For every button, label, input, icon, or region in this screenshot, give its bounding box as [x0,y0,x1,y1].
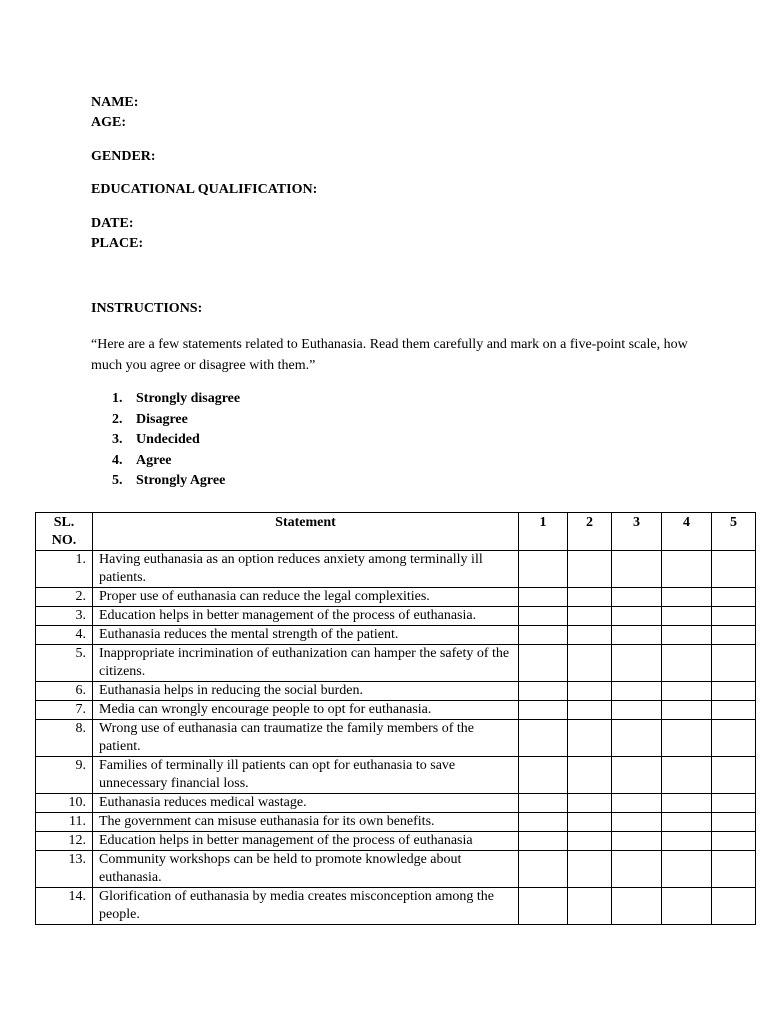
table-row [36,701,756,720]
rating-cell-3[interactable] [612,607,662,626]
rating-cell-1[interactable] [519,832,568,851]
scale-item-label: Strongly disagree [136,391,241,406]
table-row [36,551,756,588]
header-rating-1: 1 [519,513,568,551]
row-sl-no: 13. [36,851,93,888]
rating-cell-3[interactable] [612,701,662,720]
rating-cell-1[interactable] [519,551,568,588]
rating-cell-5[interactable] [712,888,756,925]
rating-cell-4[interactable] [662,626,712,645]
instructions-text: “Here are a few statements related to Euthanasia. Read them carefully and mark on a five-point scale, how much you agree or disagree with them.” [91,337,688,373]
rating-cell-2[interactable] [568,813,612,832]
rating-cell-5[interactable] [712,551,756,588]
table-header-row [36,513,756,551]
rating-cell-5[interactable] [712,645,756,682]
rating-cell-4[interactable] [662,757,712,794]
table-row [36,720,756,757]
rating-cell-2[interactable] [568,794,612,813]
rating-cell-5[interactable] [712,607,756,626]
rating-cell-3[interactable] [612,720,662,757]
row-statement: Education helps in better management of the process of euthanasia. [93,607,519,626]
row-sl-no: 2. [36,588,93,607]
header-rating-4: 4 [662,513,712,551]
rating-cell-5[interactable] [712,588,756,607]
row-statement: Having euthanasia as an option reduces anxiety among terminally ill patients. [93,551,519,588]
scale-item-number: 1. [112,391,123,406]
header-statement: Statement [93,513,519,551]
rating-cell-1[interactable] [519,720,568,757]
scale-item-label: Strongly Agree [136,473,226,488]
row-sl-no: 1. [36,551,93,588]
rating-cell-5[interactable] [712,832,756,851]
table-row [36,888,756,925]
rating-cell-3[interactable] [612,794,662,813]
scale-item-number: 2. [112,411,123,427]
rating-cell-1[interactable] [519,851,568,888]
scale-item [112,410,240,431]
rating-cell-4[interactable] [662,720,712,757]
row-statement: Education helps in better management of the process of euthanasia [93,832,519,851]
instructions-title: INSTRUCTIONS: [91,301,203,316]
row-sl-no: 9. [36,757,93,794]
row-statement: Media can wrongly encourage people to opt for euthanasia. [93,701,519,720]
rating-cell-2[interactable] [568,701,612,720]
table-row [36,682,756,701]
rating-cell-2[interactable] [568,888,612,925]
rating-cell-1[interactable] [519,607,568,626]
scale-item [112,389,240,410]
table-row [36,626,756,645]
row-statement: Wrong use of euthanasia can traumatize the family members of the patient. [93,720,519,757]
rating-scale-list [112,389,240,492]
rating-cell-4[interactable] [662,682,712,701]
rating-cell-4[interactable] [662,588,712,607]
rating-cell-1[interactable] [519,645,568,682]
rating-cell-3[interactable] [612,851,662,888]
date-label: DATE: [91,216,134,231]
rating-cell-5[interactable] [712,701,756,720]
name-label: NAME: [91,95,139,110]
rating-cell-2[interactable] [568,607,612,626]
row-statement: Euthanasia reduces medical wastage. [93,794,519,813]
rating-cell-1[interactable] [519,813,568,832]
rating-cell-4[interactable] [662,813,712,832]
header-rating-2: 2 [568,513,612,551]
survey-table [35,512,756,925]
row-statement: Glorification of euthanasia by media creates misconception among the people. [93,888,519,925]
rating-cell-5[interactable] [712,626,756,645]
rating-cell-4[interactable] [662,851,712,888]
row-sl-no: 4. [36,626,93,645]
header-rating-5: 5 [712,513,756,551]
rating-cell-4[interactable] [662,701,712,720]
rating-cell-1[interactable] [519,757,568,794]
table-row [36,588,756,607]
rating-cell-5[interactable] [712,757,756,794]
rating-cell-5[interactable] [712,794,756,813]
row-sl-no: 12. [36,832,93,851]
rating-cell-2[interactable] [568,682,612,701]
rating-cell-2[interactable] [568,551,612,588]
rating-cell-1[interactable] [519,626,568,645]
rating-cell-4[interactable] [662,794,712,813]
scale-item-number: 5. [112,473,123,488]
rating-cell-5[interactable] [712,720,756,757]
rating-cell-1[interactable] [519,701,568,720]
rating-cell-3[interactable] [612,551,662,588]
scale-item-number: 4. [112,452,123,468]
rating-cell-2[interactable] [568,851,612,888]
scale-item-label: Agree [136,452,172,468]
rating-cell-2[interactable] [568,588,612,607]
rating-cell-5[interactable] [712,682,756,701]
row-sl-no: 3. [36,607,93,626]
rating-cell-5[interactable] [712,851,756,888]
row-sl-no: 6. [36,682,93,701]
rating-cell-4[interactable] [662,888,712,925]
row-statement: The government can misuse euthanasia for its own benefits. [93,813,519,832]
scale-item [112,471,240,492]
education-label: EDUCATIONAL QUALIFICATION: [91,182,318,197]
row-statement: Families of terminally ill patients can opt for euthanasia to save unnecessary financial loss. [93,757,519,794]
table-row [36,757,756,794]
header-rating-3: 3 [612,513,662,551]
row-statement: Community workshops can be held to promote knowledge about euthanasia. [93,851,519,888]
rating-cell-1[interactable] [519,588,568,607]
rating-cell-3[interactable] [612,888,662,925]
rating-cell-4[interactable] [662,607,712,626]
rating-cell-4[interactable] [662,832,712,851]
scale-item [112,451,240,472]
rating-cell-2[interactable] [568,645,612,682]
row-statement: Euthanasia helps in reducing the social burden. [93,682,519,701]
rating-cell-3[interactable] [612,757,662,794]
table-row [36,813,756,832]
rating-cell-3[interactable] [612,588,662,607]
rating-cell-3[interactable] [612,832,662,851]
row-sl-no: 7. [36,701,93,720]
row-sl-no: 11. [36,813,93,832]
gender-label: GENDER: [91,149,156,164]
row-statement: Euthanasia reduces the mental strength of the patient. [93,626,519,645]
rating-cell-4[interactable] [662,645,712,682]
rating-cell-4[interactable] [662,551,712,588]
table-row [36,794,756,813]
row-sl-no: 14. [36,888,93,925]
rating-cell-1[interactable] [519,888,568,925]
row-statement: Inappropriate incrimination of euthanization can hamper the safety of the citizens. [93,645,519,682]
row-statement: Proper use of euthanasia can reduce the legal complexities. [93,588,519,607]
scale-item-number: 3. [112,432,123,447]
rating-cell-3[interactable] [612,682,662,701]
rating-cell-2[interactable] [568,757,612,794]
rating-cell-1[interactable] [519,682,568,701]
rating-cell-3[interactable] [612,645,662,682]
age-label: AGE: [91,115,126,130]
header-sl-no: SL. NO. [36,513,93,551]
row-sl-no: 10. [36,794,93,813]
row-sl-no: 8. [36,720,93,757]
scale-item-label: Undecided [136,432,200,447]
scale-item-label: Disagree [136,411,188,427]
table-row [36,645,756,682]
rating-cell-1[interactable] [519,794,568,813]
place-label: PLACE: [91,236,144,251]
row-sl-no: 5. [36,645,93,682]
rating-cell-3[interactable] [612,813,662,832]
rating-cell-2[interactable] [568,832,612,851]
rating-cell-2[interactable] [568,720,612,757]
rating-cell-2[interactable] [568,626,612,645]
scale-item [112,430,240,451]
table-row [36,851,756,888]
table-row [36,832,756,851]
table-row [36,607,756,626]
rating-cell-5[interactable] [712,813,756,832]
rating-cell-3[interactable] [612,626,662,645]
